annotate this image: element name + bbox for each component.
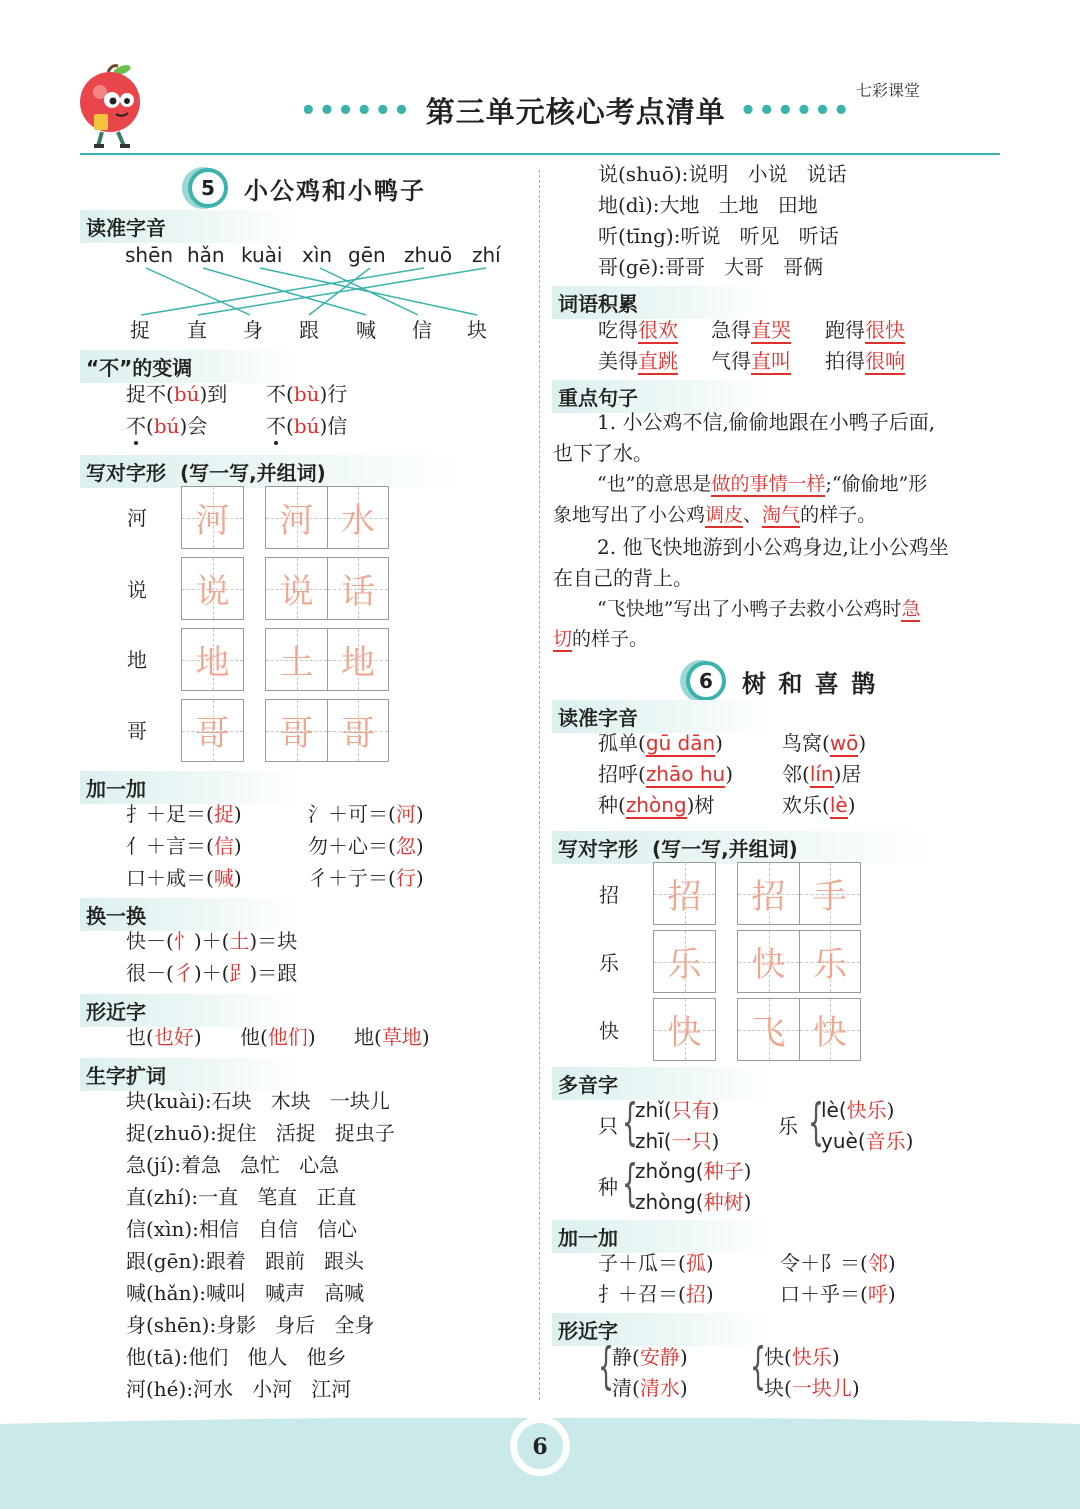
l6-read-1: 孤单(gū dān) — [598, 731, 723, 755]
lesson6-add-heading: 加一加 — [552, 1220, 772, 1253]
expand-line: 信(xìn):相信 自信 信心 — [126, 1217, 358, 1241]
add-item-3: 亻＋言＝(信) — [126, 834, 242, 858]
sentences-heading: 重点句子 — [552, 380, 772, 413]
similar-item-1: 也(也好) — [126, 1025, 202, 1049]
lesson6-title: 树 和 喜 鹊 — [742, 669, 878, 698]
word-item-2: 急得直哭 — [711, 318, 791, 342]
expand-line: 听(tīng):听说 听见 听话 — [598, 224, 839, 248]
brace-icon: { — [597, 1337, 614, 1395]
word-item-5: 气得直叫 — [711, 349, 791, 373]
expand-line: 跟(gēn):跟着 跟前 跟头 — [126, 1249, 365, 1273]
expand-heading: 生字扩词 — [80, 1058, 300, 1091]
write-label-2: 说 — [127, 578, 147, 602]
write-label-3: 地 — [127, 648, 147, 672]
add-item-5: 口＋咸＝(喊) — [126, 866, 242, 890]
l6-read-4: 邻(lín)居 — [782, 762, 862, 786]
lesson6-write-heading: 写对字形 (写一写,并组词) — [552, 831, 932, 864]
brand-label: 七彩课堂 — [856, 81, 921, 100]
pinyin-2: hǎn — [187, 243, 225, 267]
tianzige-single-2: 说 — [181, 557, 244, 620]
add-heading: 加一加 — [80, 771, 300, 804]
poly-zhong-char: 种 — [598, 1175, 618, 1199]
sentence-2b: 在自己的背上。 — [553, 566, 693, 590]
expand-line: 直(zhí):一直 笔直 正直 — [126, 1185, 357, 1209]
l6-similar-1: 静(安静) — [612, 1345, 688, 1369]
note-1b: 象地写出了小公鸡调皮、淘气的样子。 — [553, 504, 877, 526]
add-item-2: 氵＋可＝(河) — [308, 802, 424, 826]
bu-line-1b: 不(bù)行 — [266, 382, 348, 406]
tianzige-word-4: 哥 哥 — [265, 699, 389, 762]
read-pinyin-heading: 读准字音 — [80, 210, 300, 243]
poly-zhi-char: 只 — [598, 1114, 618, 1138]
match-char-6: 信 — [412, 318, 432, 342]
match-char-1: 捉 — [130, 318, 150, 342]
expand-line: 急(jí):着急 急忙 心急 — [126, 1153, 340, 1177]
l6-read-2: 鸟窝(wō) — [782, 731, 867, 755]
bu-line-2a: 不(bú)会 — [126, 414, 208, 438]
similar-item-2: 他(他们) — [240, 1025, 316, 1049]
swap-line-1: 快－(忄)＋(土)＝块 — [126, 929, 298, 953]
expand-line: 捉(zhuō):捉住 活捉 捉虫子 — [126, 1121, 395, 1145]
bu-line-1a: 捉不(bú)到 — [126, 382, 228, 406]
pinyin-7: zhí — [472, 243, 501, 267]
word-item-4: 美得直跳 — [598, 349, 678, 373]
pinyin-1: shēn — [125, 243, 174, 267]
bu-tone-heading: “不”的变调 — [80, 350, 300, 383]
match-char-3: 身 — [243, 318, 263, 342]
lesson6-similar-heading: 形近字 — [552, 1313, 772, 1346]
expand-line: 块(kuài):石块 木块 一块儿 — [126, 1089, 390, 1113]
dots-left: •••••• — [300, 95, 412, 126]
expand-line: 身(shēn):身影 身后 全身 — [126, 1313, 375, 1337]
l6-read-5: 种(zhòng)树 — [598, 793, 715, 817]
similar-item-3: 地(草地) — [354, 1025, 430, 1049]
pinyin-6: zhuō — [404, 243, 453, 267]
page-title: 第三单元核心考点清单 — [425, 95, 726, 129]
column-divider — [539, 170, 540, 1400]
l6-add-2: 令＋阝＝(邻) — [780, 1251, 896, 1275]
write-label-4: 哥 — [127, 719, 147, 743]
tianzige-word-1: 河 水 — [265, 486, 389, 549]
expand-line: 地(dì):大地 土地 田地 — [598, 193, 818, 217]
expand-line: 哥(gē):哥哥 大哥 哥俩 — [598, 255, 824, 279]
similar-heading: 形近字 — [80, 994, 300, 1027]
tianzige-single-3: 地 — [181, 628, 244, 691]
note-2a: “飞快地”写出了小鸭子去救小公鸡时急 — [597, 598, 921, 620]
sentence-1b: 也下了水。 — [553, 441, 653, 465]
l6-write-label-2: 乐 — [599, 951, 619, 975]
lesson5-title: 小公鸡和小鸭子 — [244, 176, 426, 205]
l6-write-label-1: 招 — [599, 883, 619, 907]
match-char-4: 跟 — [299, 318, 319, 342]
poly-le-2: yuè(音乐) — [821, 1129, 914, 1153]
poly-le-1: lè(快乐) — [821, 1098, 895, 1122]
add-item-1: 扌＋足＝(捉) — [126, 802, 242, 826]
page-number: 6 — [532, 1434, 548, 1460]
swap-heading: 换一换 — [80, 898, 300, 931]
pinyin-4: xìn — [302, 243, 333, 267]
l6-similar-4: 块(一块儿) — [764, 1376, 860, 1400]
matching-lines — [0, 0, 540, 330]
brace-icon: { — [749, 1337, 766, 1395]
poly-zhong-1: zhǒng(种子) — [635, 1159, 752, 1183]
l6-add-4: 口＋乎＝(呼) — [780, 1282, 896, 1306]
l6-add-1: 子＋瓜＝(孤) — [598, 1251, 714, 1275]
footer-wave — [0, 1418, 1080, 1509]
lesson5-number-badge: 5 — [188, 168, 228, 208]
l6-tianzige-single-3: 快 — [653, 998, 716, 1061]
poly-le-char: 乐 — [778, 1114, 798, 1138]
expand-line: 说(shuō):说明 小说 说话 — [598, 162, 847, 186]
l6-add-3: 扌＋召＝(招) — [598, 1282, 714, 1306]
poly-zhi-2: zhī(一只) — [635, 1129, 720, 1153]
l6-tianzige-word-3: 飞 快 — [737, 998, 861, 1061]
poly-zhi-1: zhǐ(只有) — [635, 1098, 720, 1122]
add-item-4: 勿＋心＝(忽) — [308, 834, 424, 858]
swap-line-2: 很－(彳)＋(𧾷)＝跟 — [126, 961, 298, 985]
l6-write-label-3: 快 — [599, 1019, 619, 1043]
expand-line: 他(tā):他们 他人 他乡 — [126, 1345, 347, 1369]
match-char-2: 直 — [187, 318, 207, 342]
bu-line-2b: 不(bú)信 — [266, 414, 348, 438]
sentence-2a: 2. 他飞快地游到小公鸡身边,让小公鸡坐 — [597, 535, 949, 559]
l6-tianzige-word-1: 招 手 — [737, 862, 861, 925]
word-item-6: 拍得很响 — [825, 349, 905, 373]
note-1a: “也”的意思是做的事情一样;“偷偷地”形 — [597, 473, 928, 495]
l6-tianzige-single-1: 招 — [653, 862, 716, 925]
expand-continued-list — [598, 164, 847, 288]
polyphone-heading: 多音字 — [552, 1067, 772, 1100]
poly-zhong-2: zhòng(种树) — [635, 1190, 752, 1214]
expand-line: 河(hé):河水 小河 江河 — [126, 1377, 352, 1401]
lesson6-number-badge: 6 — [686, 661, 726, 701]
brace-icon: { — [621, 1093, 638, 1151]
words-heading: 词语积累 — [552, 286, 772, 319]
pinyin-3: kuài — [241, 243, 283, 267]
word-item-1: 吃得很欢 — [598, 318, 678, 342]
lesson6-header — [684, 659, 877, 703]
add-item-6: 彳＋亍＝(行) — [308, 866, 424, 890]
expand-line: 喊(hǎn):喊叫 喊声 高喊 — [126, 1281, 365, 1305]
tianzige-single-1: 河 — [181, 486, 244, 549]
l6-tianzige-single-2: 乐 — [653, 930, 716, 993]
l6-read-6: 欢乐(lè) — [782, 793, 856, 817]
tianzige-single-4: 哥 — [181, 699, 244, 762]
word-item-3: 跑得很快 — [825, 318, 905, 342]
brace-icon: { — [621, 1154, 638, 1212]
write-heading: 写对字形 (写一写,并组词) — [80, 455, 460, 488]
match-char-5: 喊 — [356, 318, 376, 342]
sentence-1a: 1. 小公鸡不信,偷偷地跟在小鸭子后面, — [597, 410, 936, 434]
expand-list — [126, 1091, 395, 1411]
write-label-1: 河 — [127, 506, 147, 530]
brace-icon: { — [807, 1093, 824, 1151]
tianzige-word-2: 说 话 — [265, 557, 389, 620]
l6-read-3: 招呼(zhāo hu) — [598, 762, 733, 786]
note-2b: 切的样子。 — [553, 628, 649, 650]
dots-right: •••••• — [739, 95, 852, 126]
lesson6-read-heading: 读准字音 — [552, 700, 772, 733]
l6-similar-3: 快(快乐) — [764, 1345, 840, 1369]
match-char-7: 块 — [467, 318, 487, 342]
pinyin-5: gēn — [348, 243, 386, 267]
l6-similar-2: 清(清水) — [612, 1376, 688, 1400]
tianzige-word-3: 土 地 — [265, 628, 389, 691]
l6-tianzige-word-2: 快 乐 — [737, 930, 861, 993]
